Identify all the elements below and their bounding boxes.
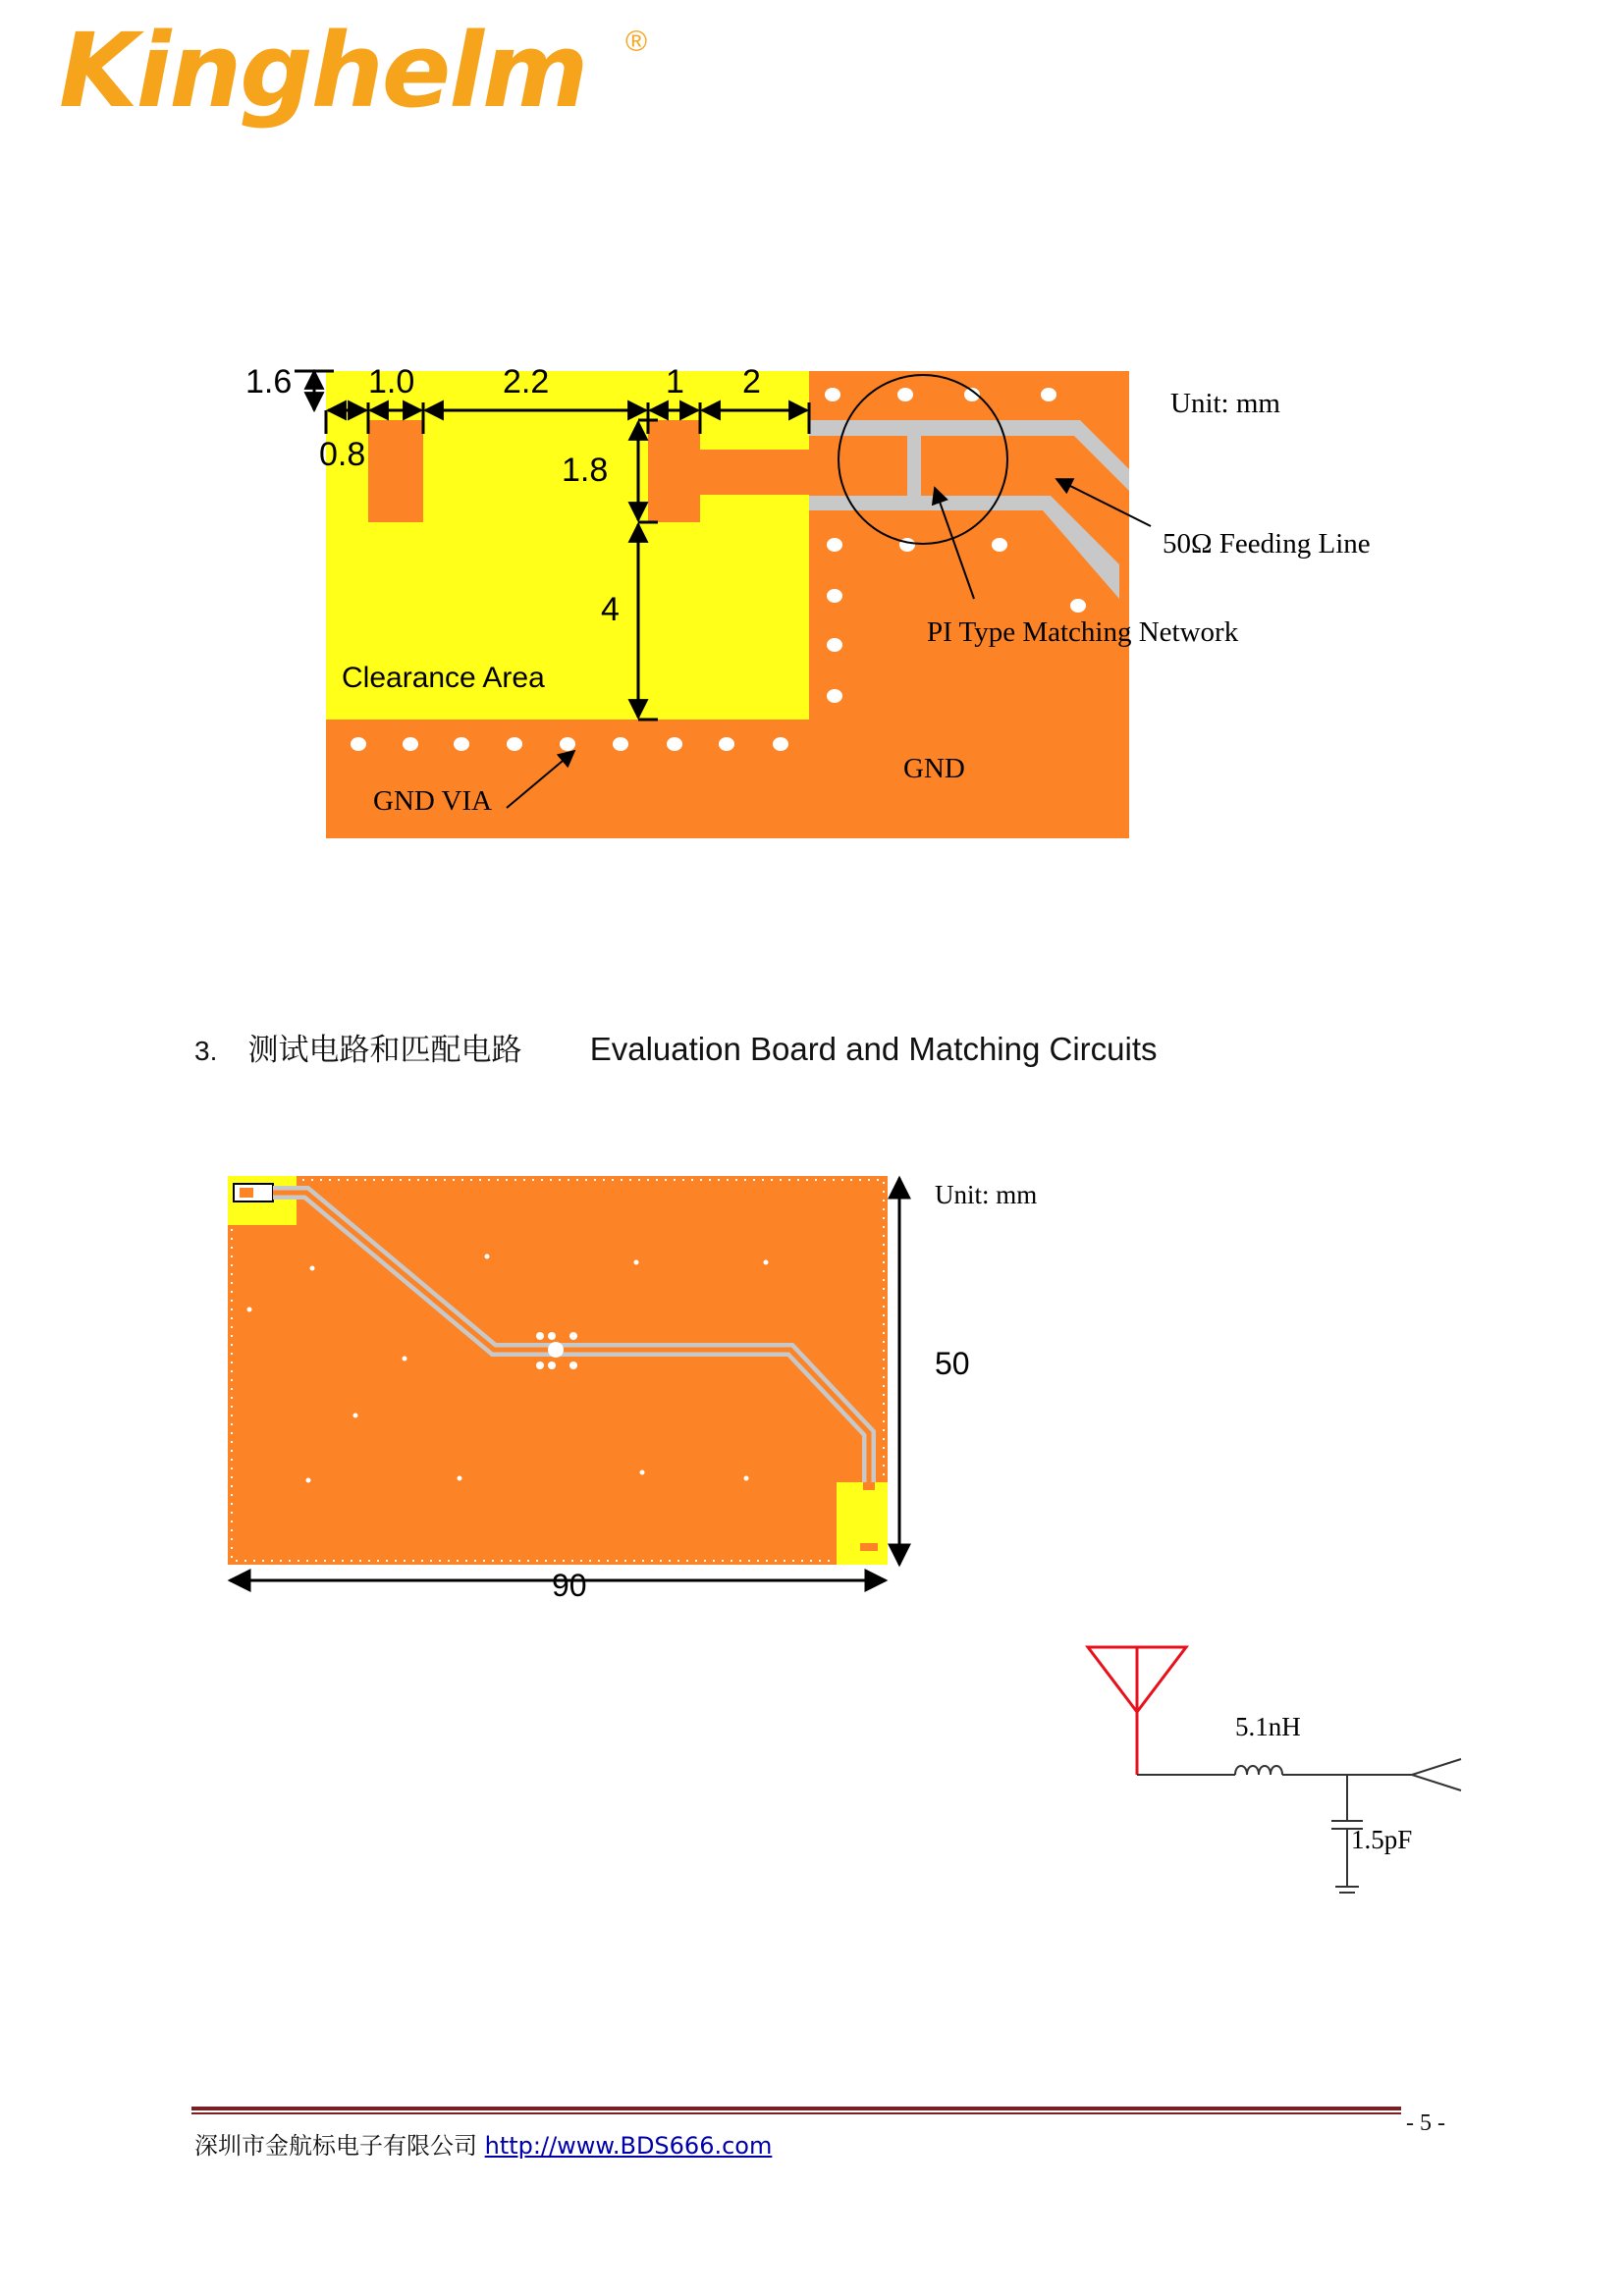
footer-company-name: 深圳市金航标电子有限公司 — [194, 2132, 477, 2160]
section-title-en: Evaluation Board and Matching Circuits — [589, 1031, 1158, 1067]
pi-shunt-gap — [907, 436, 921, 497]
antenna-pad-left — [368, 420, 423, 522]
gnd-label: GND — [903, 753, 965, 784]
clearance-label: Clearance Area — [342, 662, 545, 694]
antenna-footprint-figure — [236, 353, 1453, 844]
footer-url-link[interactable]: http://www.BDS666.com — [484, 2132, 773, 2160]
footer-rule — [191, 2107, 1401, 2110]
antenna-symbol — [1088, 1647, 1186, 1775]
section-title-cn: 测试电路和匹配电路 — [247, 1033, 522, 1068]
antenna-chip-pad — [240, 1188, 253, 1198]
dim-2-2: 2.2 — [503, 363, 550, 400]
inductor-symbol — [1235, 1766, 1282, 1775]
evaluation-board-figure — [216, 1158, 1080, 1610]
inductor-value: 5.1nH — [1235, 1712, 1301, 1741]
section-number: 3. — [194, 1036, 218, 1066]
dim-2: 2 — [742, 363, 761, 400]
pi-network-label: PI Type Matching Network — [927, 616, 1239, 648]
antenna-pad-right — [648, 420, 700, 522]
footer-rule-thin — [191, 2112, 1401, 2114]
capacitor-value: 1.5pF — [1351, 1825, 1413, 1854]
page-number: - 5 - — [1406, 2110, 1445, 2136]
gnd-via-label: GND VIA — [373, 785, 493, 817]
footer-company — [194, 2126, 772, 2161]
dim-4: 4 — [601, 591, 620, 628]
connector-pad — [863, 1482, 875, 1490]
matching-circuit-schematic — [1070, 1629, 1483, 1914]
feed-trace — [700, 450, 887, 495]
section-heading — [194, 1025, 1158, 1069]
dim-1-6: 1.6 — [245, 363, 293, 400]
dim-0-8: 0.8 — [319, 436, 366, 473]
dim-1-0: 1.0 — [368, 363, 415, 400]
matching-component — [548, 1342, 564, 1358]
board-height-dim: 50 — [935, 1346, 970, 1381]
board-unit-label: Unit: mm — [935, 1180, 1038, 1209]
dim-1-8: 1.8 — [562, 452, 609, 489]
port-symbol — [1412, 1759, 1461, 1790]
connector-pad-lower — [860, 1543, 878, 1551]
unit-label: Unit: mm — [1170, 388, 1280, 419]
dim-1: 1 — [666, 363, 684, 400]
feeding-line-label: 50Ω Feeding Line — [1163, 528, 1371, 560]
company-logo: Kinghelm — [59, 11, 587, 131]
connector-clearance-bottom-right — [837, 1482, 888, 1565]
registered-mark: ® — [625, 26, 648, 58]
board-ground — [228, 1176, 888, 1565]
board-width-dim: 90 — [552, 1568, 587, 1603]
